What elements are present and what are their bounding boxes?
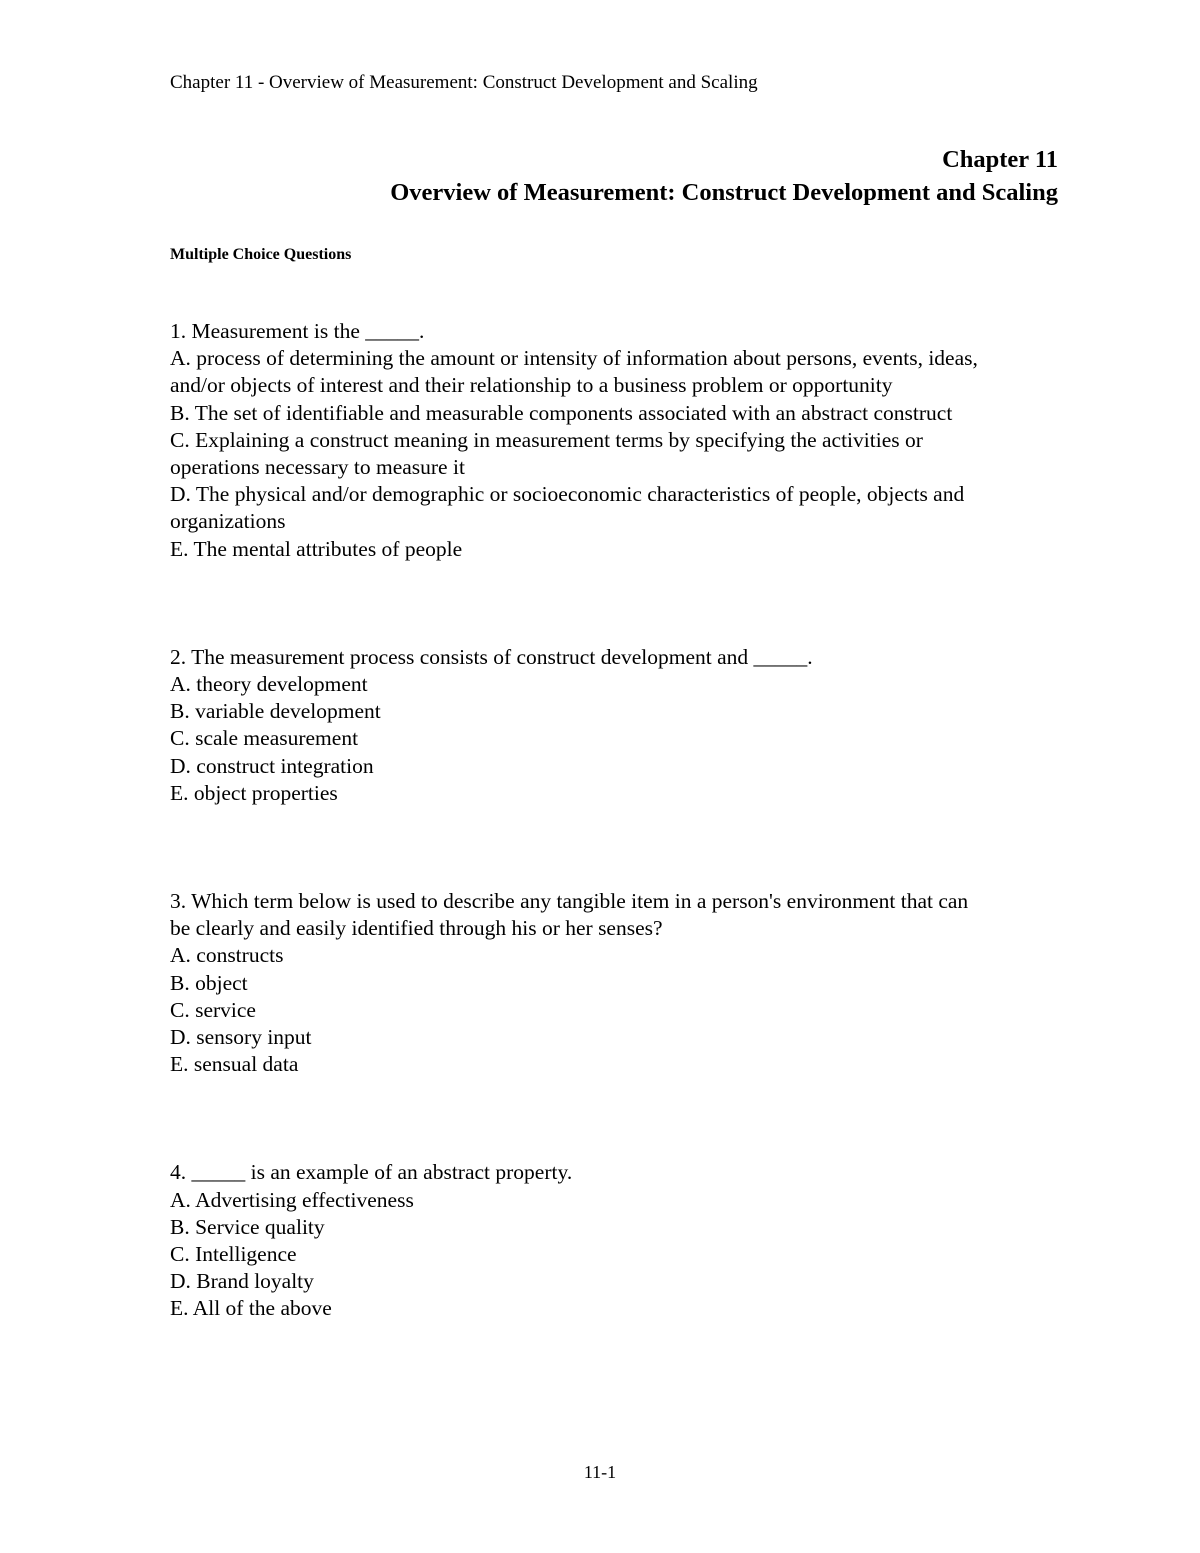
question-stem: 2. The measurement process consists of construct development and _____. [170,644,813,669]
answer-option-b: B. variable development [170,699,381,724]
answer-option-c-continued: operations necessary to measure it [170,455,465,480]
answer-option-b: B. The set of identifiable and measurable components associated with an abstract construct [170,400,953,425]
answer-option-c: C. service [170,997,256,1022]
question-stem: 1. Measurement is the _____. [170,319,425,343]
chapter-subtitle: Overview of Measurement: Construct Development and Scaling [390,179,1058,206]
question-stem: 4. _____ is an example of an abstract property. [170,1160,573,1185]
answer-option-b: B. Service quality [170,1214,325,1239]
answer-option-a: A. Advertising effectiveness [170,1187,414,1212]
answer-option-d: D. construct integration [170,753,374,778]
answer-option-e: E. All of the above [170,1296,332,1321]
answer-option-e: E. sensual data [170,1052,299,1077]
answer-option-c: C. Intelligence [170,1242,297,1267]
answer-option-a: A. process of determining the amount or intensity of information about persons, events, ideas, [170,346,978,371]
question-stem-continued: be clearly and easily identified through his or her senses? [170,916,663,941]
question-4 [170,1159,1070,1322]
running-header: Chapter 11 - Overview of Measurement: Construct Development and Scaling [170,72,758,93]
question-3 [170,888,1070,1078]
answer-option-d: D. Brand loyalty [170,1269,314,1294]
answer-option-e: E. The mental attributes of people [170,536,463,561]
question-2 [170,644,1070,807]
question-list [170,318,1070,1323]
title-block [390,143,1058,209]
answer-option-c: C. scale measurement [170,726,359,751]
answer-option-a: A. theory development [170,672,368,697]
answer-option-b: B. object [170,970,248,995]
chapter-title: Chapter 11 [942,146,1058,173]
answer-option-d: D. The physical and/or demographic or socioeconomic characteristics of people, objects and [170,482,965,507]
question-stem: 3. Which term below is used to describe any tangible item in a person's environment that can [170,889,969,914]
answer-option-e: E. object properties [170,780,338,805]
answer-option-c: C. Explaining a construct meaning in measurement terms by specifying the activities or [170,427,923,452]
answer-option-a-continued: and/or objects of interest and their relationship to a business problem or opportunity [170,373,893,398]
answer-option-d: D. sensory input [170,1025,312,1050]
answer-option-d-continued: organizations [170,509,286,534]
question-1 [170,318,1070,563]
page-number: 11-1 [583,1462,617,1482]
section-heading: Multiple Choice Questions [170,246,352,263]
answer-option-a: A. constructs [170,943,284,968]
